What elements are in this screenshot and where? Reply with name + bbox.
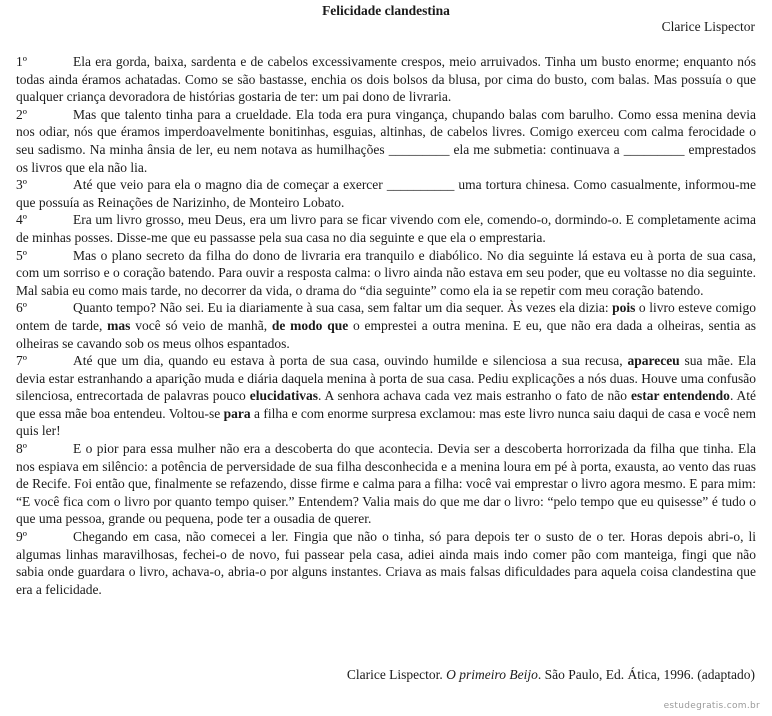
paragraph-number: 4º — [16, 212, 27, 228]
bold-term: apareceu — [627, 353, 680, 369]
paragraph-text: Mas que talento tinha para a crueldade. Ela toda era pura vingança, chupando balas com barulho. Como essa menina devia nos odiar, nós que éramos imperdoavelmente bonitinhas, esguias, altinhas, de cabelos livres. Comigo exerceu com calma ferocidade o seu sadismo. Na minha ânsia de ler, eu nem notava as humilhações _________ ela me submetia: continuava a _________ emprestados os livros que ela não lia. — [16, 106, 756, 175]
paragraph-8 — [16, 440, 756, 528]
citation-details: . São Paulo, Ed. Ática, 1996. (adaptado) — [537, 667, 755, 682]
paragraph-number: 3º — [16, 177, 27, 193]
paragraph-number: 6º — [16, 300, 27, 316]
bold-term: para — [223, 405, 251, 421]
bold-term: elucidativas — [249, 388, 318, 404]
paragraph-text: . A senhora achava cada vez mais estranho o fato de não — [317, 388, 631, 404]
paragraph-number: 8º — [16, 441, 27, 457]
paragraph-text: Ela era gorda, baixa, sardenta e de cabelos excessivamente crespos, meio arruivados. Tinha um busto enorme; enquanto nós todas ainda éramos achatadas. Como se são bastasse, enchia os dois bolsos da blusa, por cima do busto, com balas. Mas possuía o que qualquer criança devoradora de histórias gostaria de ter: um pai dono de livraria. — [16, 54, 756, 105]
story-body — [16, 53, 756, 598]
watermark: estudegratis.com.br — [663, 701, 760, 711]
paragraph-3 — [16, 176, 756, 211]
paragraph-text: a filha e com enorme surpresa exclamou: mas este livro nunca saiu daqui de casa e você nem quis ler! — [16, 405, 756, 439]
paragraph-9 — [16, 528, 756, 598]
citation-work: O primeiro Beijo — [446, 667, 538, 682]
paragraph-text: Chegando em casa, não comecei a ler. Fingia que não o tinha, só para depois ter o susto de o ter. Horas depois abri-o, li algumas linhas maravilhosas, fechei-o de novo, fui passear pela casa, adiei ainda mais indo comer pão com manteiga, fingi que não sabia onde guardara o livro, achava-o, abria-o por alguns instantes. Criava as mais falsas dificuldades para aquela coisa clandestina que era a felicidade. — [16, 529, 756, 597]
paragraph-number: 5º — [16, 247, 27, 263]
citation-author: Clarice Lispector. — [346, 667, 443, 682]
bold-term: de modo que — [271, 317, 349, 333]
paragraph-number: 9º — [16, 529, 27, 545]
paragraph-number: 2º — [16, 106, 27, 122]
paragraph-text: Até que um dia, quando eu estava à porta de sua casa, ouvindo humilde e silenciosa a sua recusa, — [73, 353, 628, 369]
bold-term: pois — [612, 300, 636, 316]
paragraph-text: você só veio de manhã, — [130, 317, 272, 333]
document-title: Felicidade clandestina — [322, 3, 450, 18]
bold-term: estar entendendo — [630, 388, 730, 404]
author-name: Clarice Lispector — [661, 19, 755, 34]
paragraph-2 — [16, 106, 756, 176]
paragraph-text: o emprestei a outra menina. E eu, que não era dada a olheiras, sentia as olheiras se cavando sob os meus olhos espantados. — [16, 317, 757, 351]
paragraph-text: Quanto tempo? Não sei. Eu ia diariamente à sua casa, sem faltar um dia sequer. Às vezes ela dizia: — [73, 300, 613, 316]
paragraph-text: Mas o plano secreto da filha do dono de livraria era tranquilo e diabólico. No dia seguinte lá estava eu à porta de sua casa, com um sorriso e o coração batendo. Para ouvir a resposta calma: o livro ainda não estava em seu poder, que eu voltasse no dia seguinte. Mal sabia eu como mais tarde, no decorrer da vida, o drama do “dia seguinte” como ela ia se repetir com meu coração batendo. — [16, 247, 756, 298]
paragraph-text: Até que veio para ela o magno dia de começar a exercer __________ uma tortura chinesa. Como casualmente, informou-me que possuía as Reinações de Narizinho, de Monteiro Lobato. — [16, 177, 756, 210]
bold-term: mas — [107, 317, 131, 333]
paragraph-text: . Até que essa mãe boa entendeu. Voltou-se — [16, 388, 756, 421]
citation — [347, 667, 755, 683]
paragraph-5 — [16, 247, 756, 300]
paragraph-text: Era um livro grosso, meu Deus, era um livro para se ficar vivendo com ele, comendo-o, dormindo-o. E completamente acima de minhas posses. Disse-me que eu passasse pela sua casa no dia seguinte e que ela o emprestaria. — [16, 212, 756, 245]
paragraph-text: E o pior para essa mulher não era a descoberta do que acontecia. Devia ser a descoberta horrorizada da filha que tinha. Ela nos espiava em silêncio: a potência de perversidade de sua filha desconhecida e a menina loura em pé à porta, exausta, ao vento das ruas de Recife. Foi então que, finalmente se refazendo, disse firme e calma para a filha: você vai emprestar o livro agora mesmo. E para mim: “E você fica com o livro por quanto tempo quiser.” Entendem? Valia mais do que me dar o livro: “pelo tempo que eu quisesse” é tudo o que uma pessoa, grande ou pequena, pode ter a ousadia de querer. — [16, 441, 756, 527]
paragraph-number: 1º — [16, 54, 27, 69]
paragraph-number: 7º — [16, 353, 27, 369]
paragraph-6 — [16, 299, 756, 352]
paragraph-text: o livro esteve comigo ontem de tarde, — [16, 300, 756, 333]
paragraph-7 — [16, 352, 756, 440]
paragraph-1 — [16, 53, 756, 106]
paragraph-4 — [16, 211, 756, 246]
paragraph-text: sua mãe. Ela devia estar estranhando a aparição muda e diária daquela menina à porta de sua casa. Pediu explicações a nós duas. Houve uma confusão silenciosa, entrecortada de palavras pouco — [16, 353, 756, 404]
